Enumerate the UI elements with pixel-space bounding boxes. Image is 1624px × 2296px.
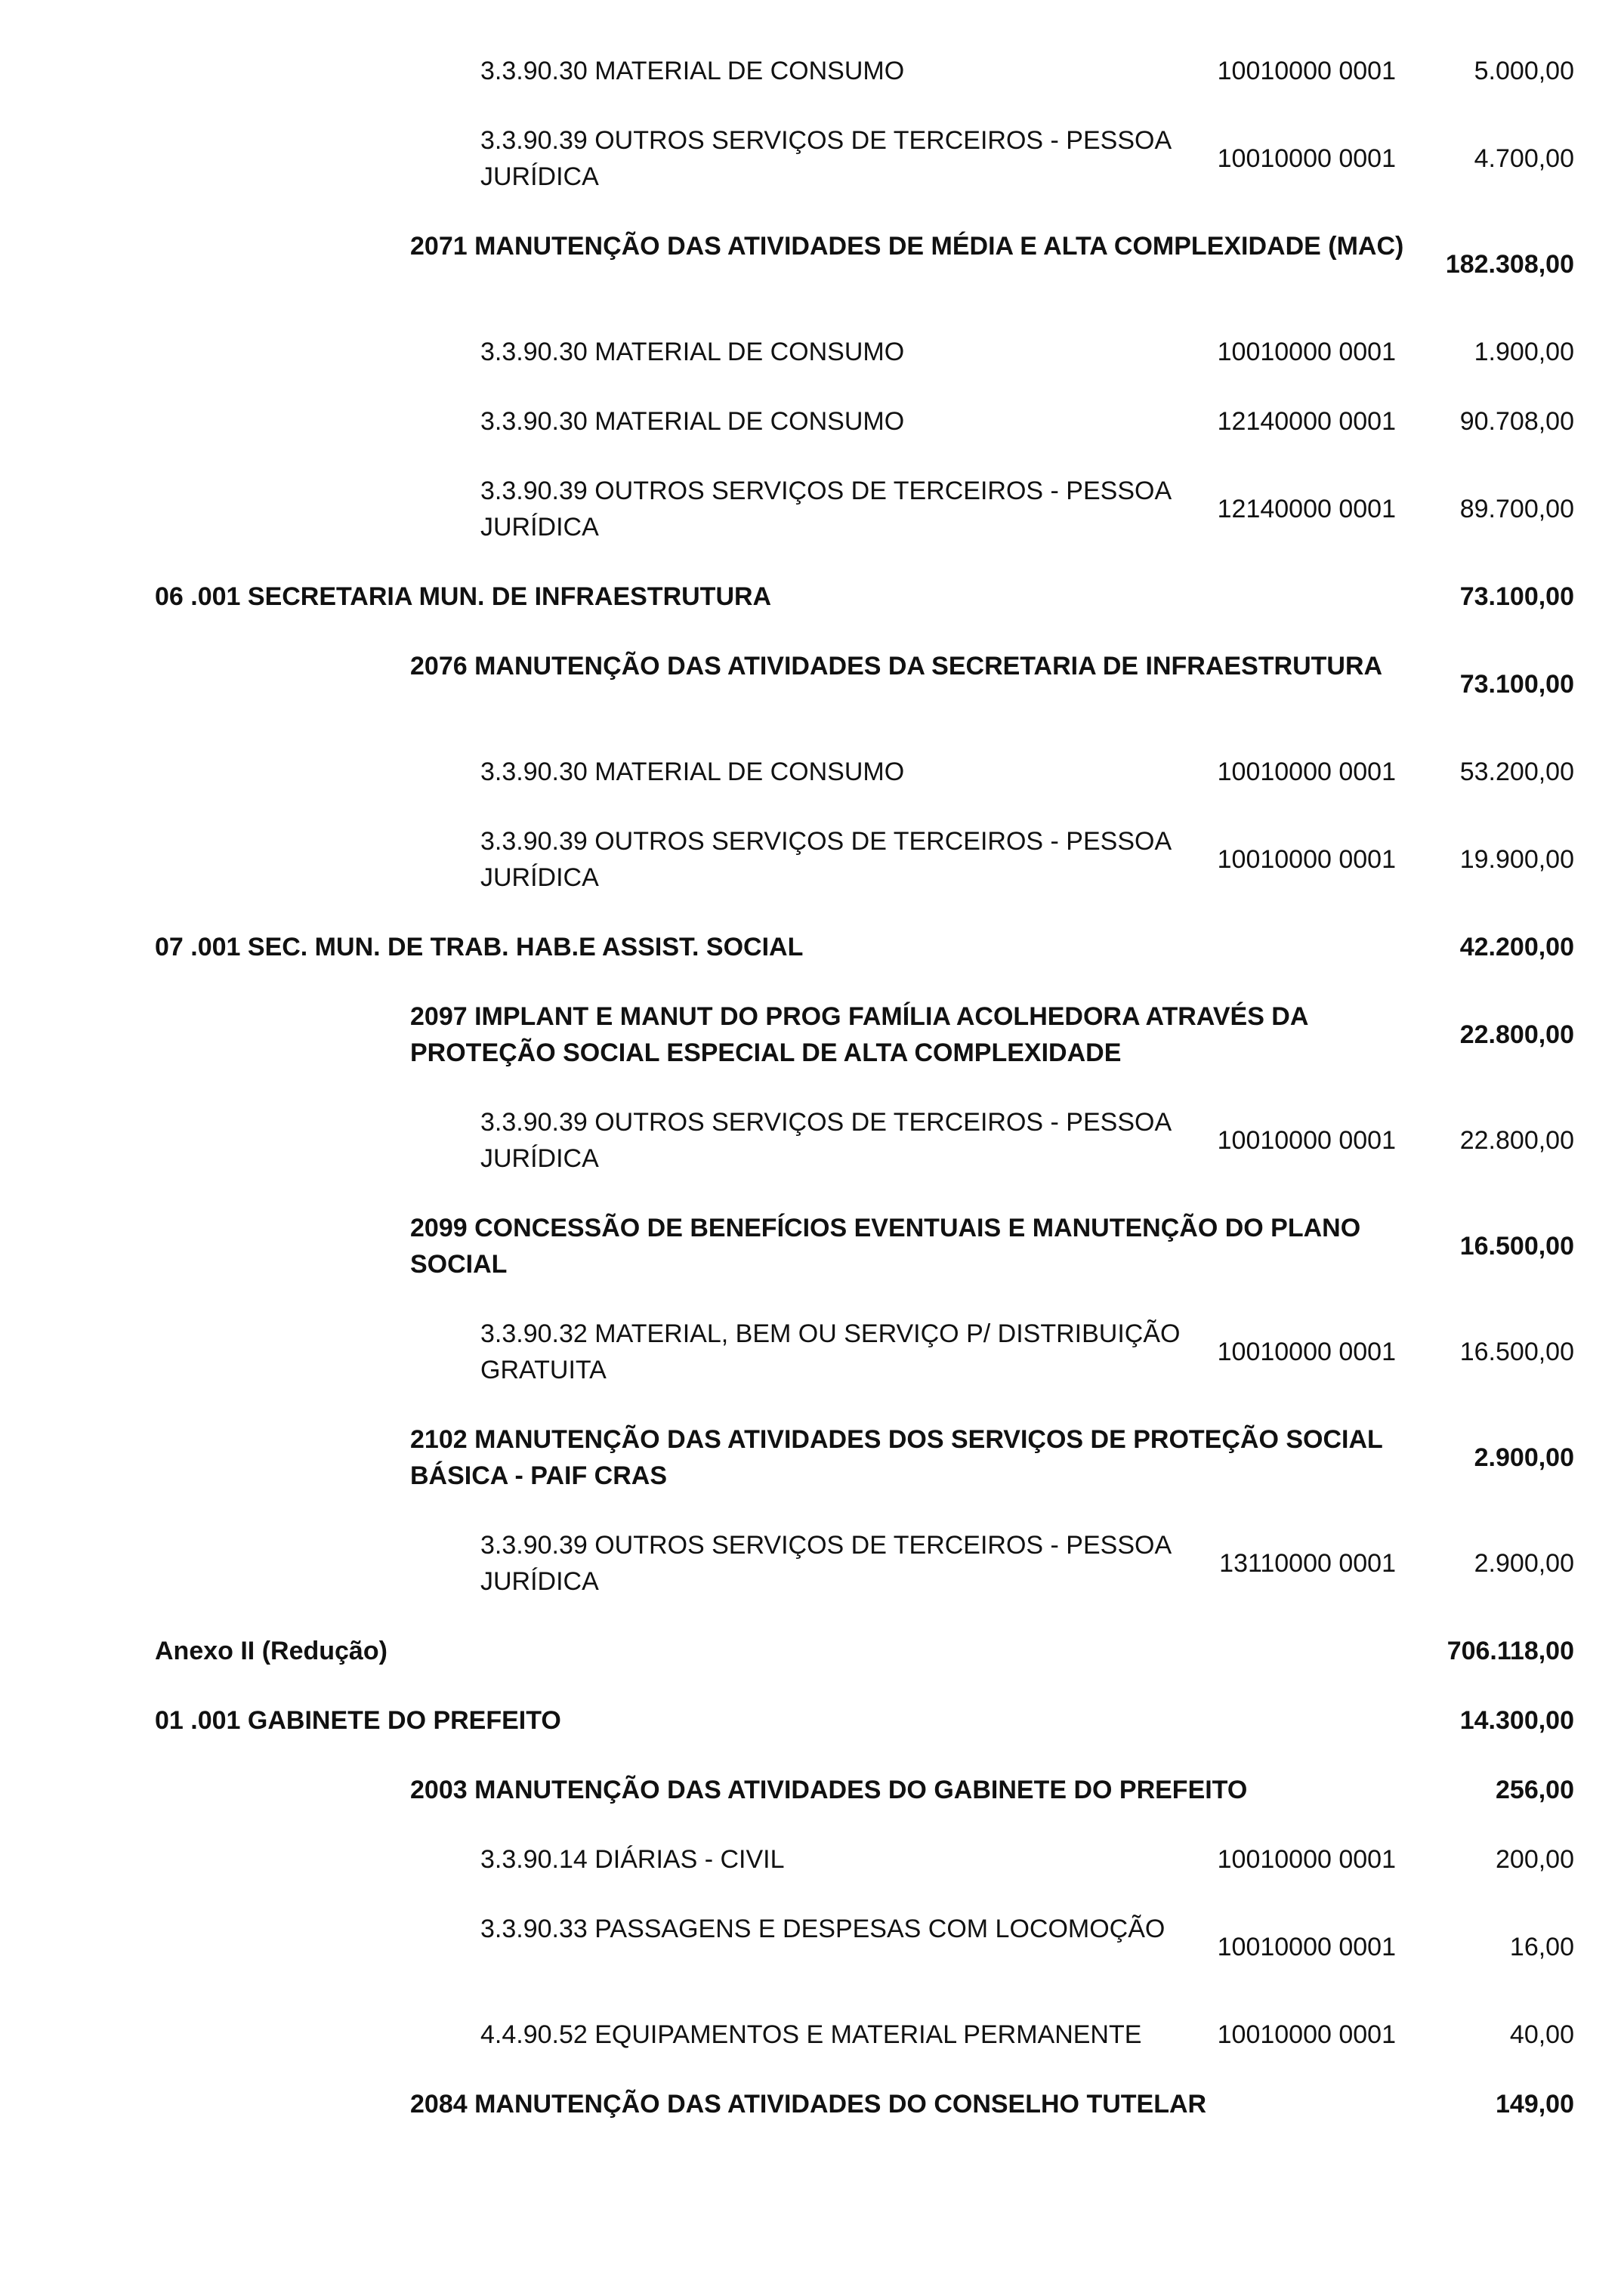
unit-row [0, 929, 1624, 998]
row-source: 12140000 0001 [1217, 495, 1396, 523]
row-source: 10010000 0001 [1217, 845, 1396, 874]
row-description: 01 .001 GABINETE DO PREFEITO [155, 1706, 561, 1735]
row-amount: 16.500,00 [1459, 1232, 1574, 1261]
row-description: 3.3.90.39 OUTROS SERVIÇOS DE TERCEIROS - PESSOA JURÍDICA [480, 477, 1171, 542]
annex-row [0, 1633, 1624, 1702]
action-row [0, 1421, 1624, 1527]
row-amount: 73.100,00 [1459, 582, 1574, 611]
row-description: 2003 MANUTENÇÃO DAS ATIVIDADES DO GABINETE DO PREFEITO [410, 1776, 1248, 1804]
row-source: 10010000 0001 [1217, 1845, 1396, 1874]
row-source: 10010000 0001 [1217, 144, 1396, 173]
action-row [0, 998, 1624, 1104]
row-description: 2084 MANUTENÇÃO DAS ATIVIDADES DO CONSELHO TUTELAR [410, 2090, 1207, 2119]
row-description: 3.3.90.39 OUTROS SERVIÇOS DE TERCEIROS - PESSOA JURÍDICA [480, 1108, 1171, 1173]
row-amount: 1.900,00 [1474, 338, 1574, 366]
row-description: 4.4.90.52 EQUIPAMENTOS E MATERIAL PERMANENTE [480, 2020, 1142, 2049]
row-amount: 4.700,00 [1474, 144, 1574, 173]
row-description: 3.3.90.39 OUTROS SERVIÇOS DE TERCEIROS - PESSOA JURÍDICA [480, 827, 1171, 892]
row-description: 3.3.90.30 MATERIAL DE CONSUMO [480, 407, 905, 436]
unit-row [0, 579, 1624, 648]
row-amount: 19.900,00 [1459, 845, 1574, 874]
row-description: 07 .001 SEC. MUN. DE TRAB. HAB.E ASSIST. SOCIAL [155, 933, 804, 961]
action-row [0, 1210, 1624, 1316]
table-row [0, 1316, 1624, 1421]
row-amount: 42.200,00 [1459, 933, 1574, 961]
table-row [0, 1104, 1624, 1210]
row-description: 3.3.90.14 DIÁRIAS - CIVIL [480, 1845, 785, 1874]
action-row [0, 1772, 1624, 1841]
action-row [0, 2086, 1624, 2156]
row-amount: 53.200,00 [1459, 758, 1574, 786]
table-row [0, 473, 1624, 579]
row-description: 3.3.90.39 OUTROS SERVIÇOS DE TERCEIROS - PESSOA JURÍDICA [480, 1531, 1171, 1596]
row-amount: 16,00 [1509, 1933, 1574, 1961]
row-amount: 14.300,00 [1459, 1706, 1574, 1735]
row-amount: 149,00 [1496, 2090, 1574, 2119]
row-description: 3.3.90.32 MATERIAL, BEM OU SERVIÇO P/ DISTRIBUIÇÃO GRATUITA [480, 1319, 1181, 1384]
row-source: 12140000 0001 [1217, 407, 1396, 436]
row-amount: 90.708,00 [1459, 407, 1574, 436]
row-description: 3.3.90.30 MATERIAL DE CONSUMO [480, 57, 905, 85]
row-amount: 706.118,00 [1446, 1637, 1574, 1665]
row-description: 2076 MANUTENÇÃO DAS ATIVIDADES DA SECRETARIA DE INFRAESTRUTURA [410, 652, 1383, 680]
row-description: 3.3.90.30 MATERIAL DE CONSUMO [480, 338, 905, 366]
row-source: 10010000 0001 [1217, 57, 1396, 85]
table-row [0, 754, 1624, 823]
table-row [0, 53, 1624, 122]
row-amount: 22.800,00 [1459, 1126, 1574, 1155]
table-row [0, 403, 1624, 473]
row-amount: 22.800,00 [1459, 1020, 1574, 1049]
table-row [0, 1911, 1624, 2017]
row-amount: 5.000,00 [1474, 57, 1574, 85]
table-row [0, 1841, 1624, 1911]
table-row [0, 2017, 1624, 2086]
row-amount: 2.900,00 [1474, 1549, 1574, 1578]
row-description: 2097 IMPLANT E MANUT DO PROG FAMÍLIA ACOLHEDORA ATRAVÉS DA PROTEÇÃO SOCIAL ESPECIAL DE ALTA COMPLEXIDADE [410, 1002, 1308, 1067]
row-description: 06 .001 SECRETARIA MUN. DE INFRAESTRUTURA [155, 582, 772, 611]
action-row [0, 648, 1624, 754]
table-row [0, 122, 1624, 228]
row-description: 3.3.90.30 MATERIAL DE CONSUMO [480, 758, 905, 786]
unit-row [0, 1702, 1624, 1772]
row-source: 10010000 0001 [1217, 1933, 1396, 1961]
row-source: 10010000 0001 [1217, 2020, 1396, 2049]
row-description: 2071 MANUTENÇÃO DAS ATIVIDADES DE MÉDIA E ALTA COMPLEXIDADE (MAC) [410, 232, 1404, 261]
row-source: 10010000 0001 [1217, 1338, 1396, 1366]
row-amount: 182.308,00 [1445, 250, 1574, 279]
row-amount: 16.500,00 [1459, 1338, 1574, 1366]
row-amount: 73.100,00 [1459, 670, 1574, 699]
row-description: 2102 MANUTENÇÃO DAS ATIVIDADES DOS SERVIÇOS DE PROTEÇÃO SOCIAL BÁSICA - PAIF CRAS [410, 1425, 1383, 1490]
row-amount: 256,00 [1496, 1776, 1574, 1804]
table-row [0, 334, 1624, 403]
row-amount: 40,00 [1509, 2020, 1574, 2049]
row-description: 3.3.90.39 OUTROS SERVIÇOS DE TERCEIROS - PESSOA JURÍDICA [480, 126, 1171, 191]
action-row [0, 228, 1624, 334]
table-row [0, 1527, 1624, 1633]
table-row [0, 823, 1624, 929]
row-description: 3.3.90.33 PASSAGENS E DESPESAS COM LOCOMOÇÃO [480, 1915, 1166, 1943]
row-amount: 2.900,00 [1474, 1443, 1574, 1472]
row-description: 2099 CONCESSÃO DE BENEFÍCIOS EVENTUAIS E MANUTENÇÃO DO PLANO SOCIAL [410, 1214, 1361, 1279]
row-source: 10010000 0001 [1217, 758, 1396, 786]
row-source: 10010000 0001 [1217, 338, 1396, 366]
row-source: 10010000 0001 [1217, 1126, 1396, 1155]
budget-table [0, 53, 1624, 2156]
row-source: 13110000 0001 [1219, 1549, 1396, 1578]
row-description: Anexo II (Redução) [155, 1637, 387, 1665]
row-amount: 200,00 [1496, 1845, 1574, 1874]
row-amount: 89.700,00 [1459, 495, 1574, 523]
